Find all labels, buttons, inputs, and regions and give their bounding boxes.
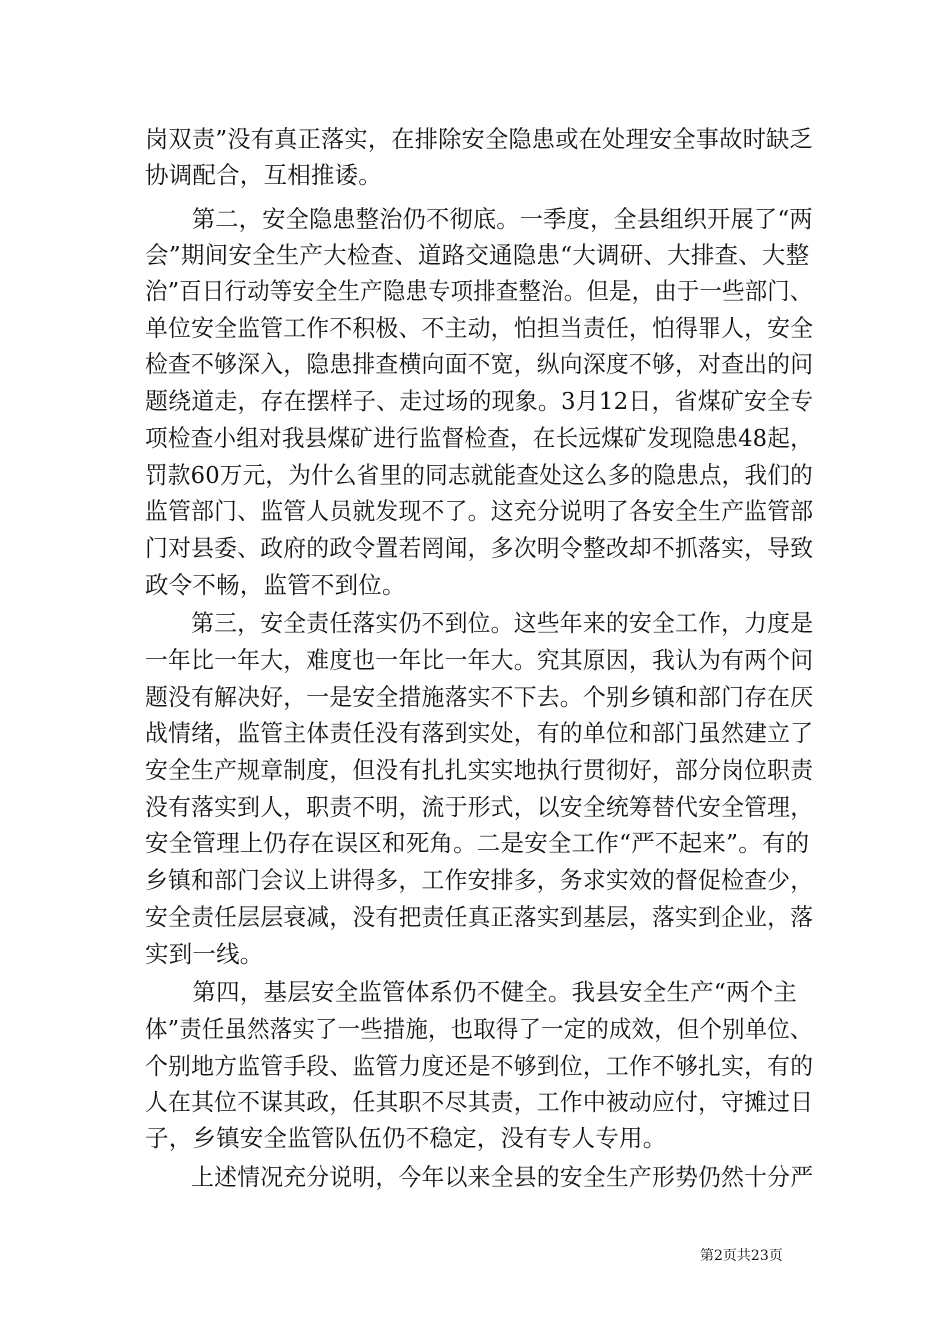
text-line: 罚款60万元，为什么省里的同志就能查处这么多的隐患点，我们的 [145,461,813,489]
text-line: 题没有解决好，一是安全措施落实不下去。个别乡镇和部门存在厌 [145,683,814,711]
text-line: 乡镇和部门会议上讲得多，工作安排多，务求实效的督促检查少， [145,866,814,894]
text-line: 门对县委、政府的政令置若罔闻，多次明令整改却不抓落实，导致 [145,534,814,562]
text-line: 一年比一年大，难度也一年比一年大。究其原因，我认为有两个问 [145,646,814,674]
text-line: 人在其位不谋其政，任其职不尽其责，工作中被动应付，守摊过日 [145,1088,814,1116]
text-line: 监管部门、监管人员就发现不了。这充分说明了各安全生产监管部 [145,497,814,525]
text-line: 战情绪，监管主体责任没有落到实处，有的单位和部门虽然建立了 [145,719,814,747]
text-line: 体”责任虽然落实了一些措施，也取得了一定的成效，但个别单位、 [145,1015,813,1043]
text-line: 会”期间安全生产大检查、道路交通隐患“大调研、大排查、大整 [145,241,810,269]
text-line: 安全责任层层衰减，没有把责任真正落实到基层，落实到企业，落 [145,903,814,931]
text-line: 安全生产规章制度，但没有扎扎实实地执行贯彻好，部分岗位职责 [145,756,814,784]
text-line: 项检查小组对我县煤矿进行监督检查，在长远煤矿发现隐患48起， [145,424,813,452]
page-number: 第2页共23页 [700,1248,783,1264]
text-line: 第三，安全责任落实仍不到位。这些年来的安全工作，力度是 [145,609,814,637]
text-line: 安全管理上仍存在误区和死角。二是安全工作“严不起来”。有的 [145,829,810,857]
text-line: 个别地方监管手段、监管力度还是不够到位，工作不够扎实，有的 [145,1052,814,1080]
text-line: 协调配合，互相推诿。 [145,161,382,189]
text-line: 政令不畅，监管不到位。 [145,571,406,599]
text-line: 岗双责”没有真正落实，在排除安全隐患或在处理安全事故时缺乏 [145,125,813,153]
text-line: 第四，基层安全监管体系仍不健全。我县安全生产“两个主 [145,978,798,1006]
text-line: 单位安全监管工作不积极、不主动，怕担当责任，怕得罪人，安全 [145,314,814,342]
text-line: 第二，安全隐患整治仍不彻底。一季度，全县组织开展了“两 [145,205,813,233]
text-line: 题绕道走，存在摆样子、走过场的现象。3月12日，省煤矿安全专 [145,387,814,415]
text-line: 上述情况充分说明，今年以来全县的安全生产形势仍然十分严 [145,1163,814,1191]
text-line: 检查不够深入，隐患排查横向面不宽，纵向深度不够，对查出的问 [145,350,814,378]
text-line: 治”百日行动等安全生产隐患专项排查整治。但是，由于一些部门、 [145,277,813,305]
text-line: 子，乡镇安全监管队伍仍不稳定，没有专人专用。 [145,1124,667,1152]
text-line: 没有落实到人，职责不明，流于形式，以安全统筹替代安全管理， [145,793,814,821]
text-line: 实到一线。 [145,940,264,968]
